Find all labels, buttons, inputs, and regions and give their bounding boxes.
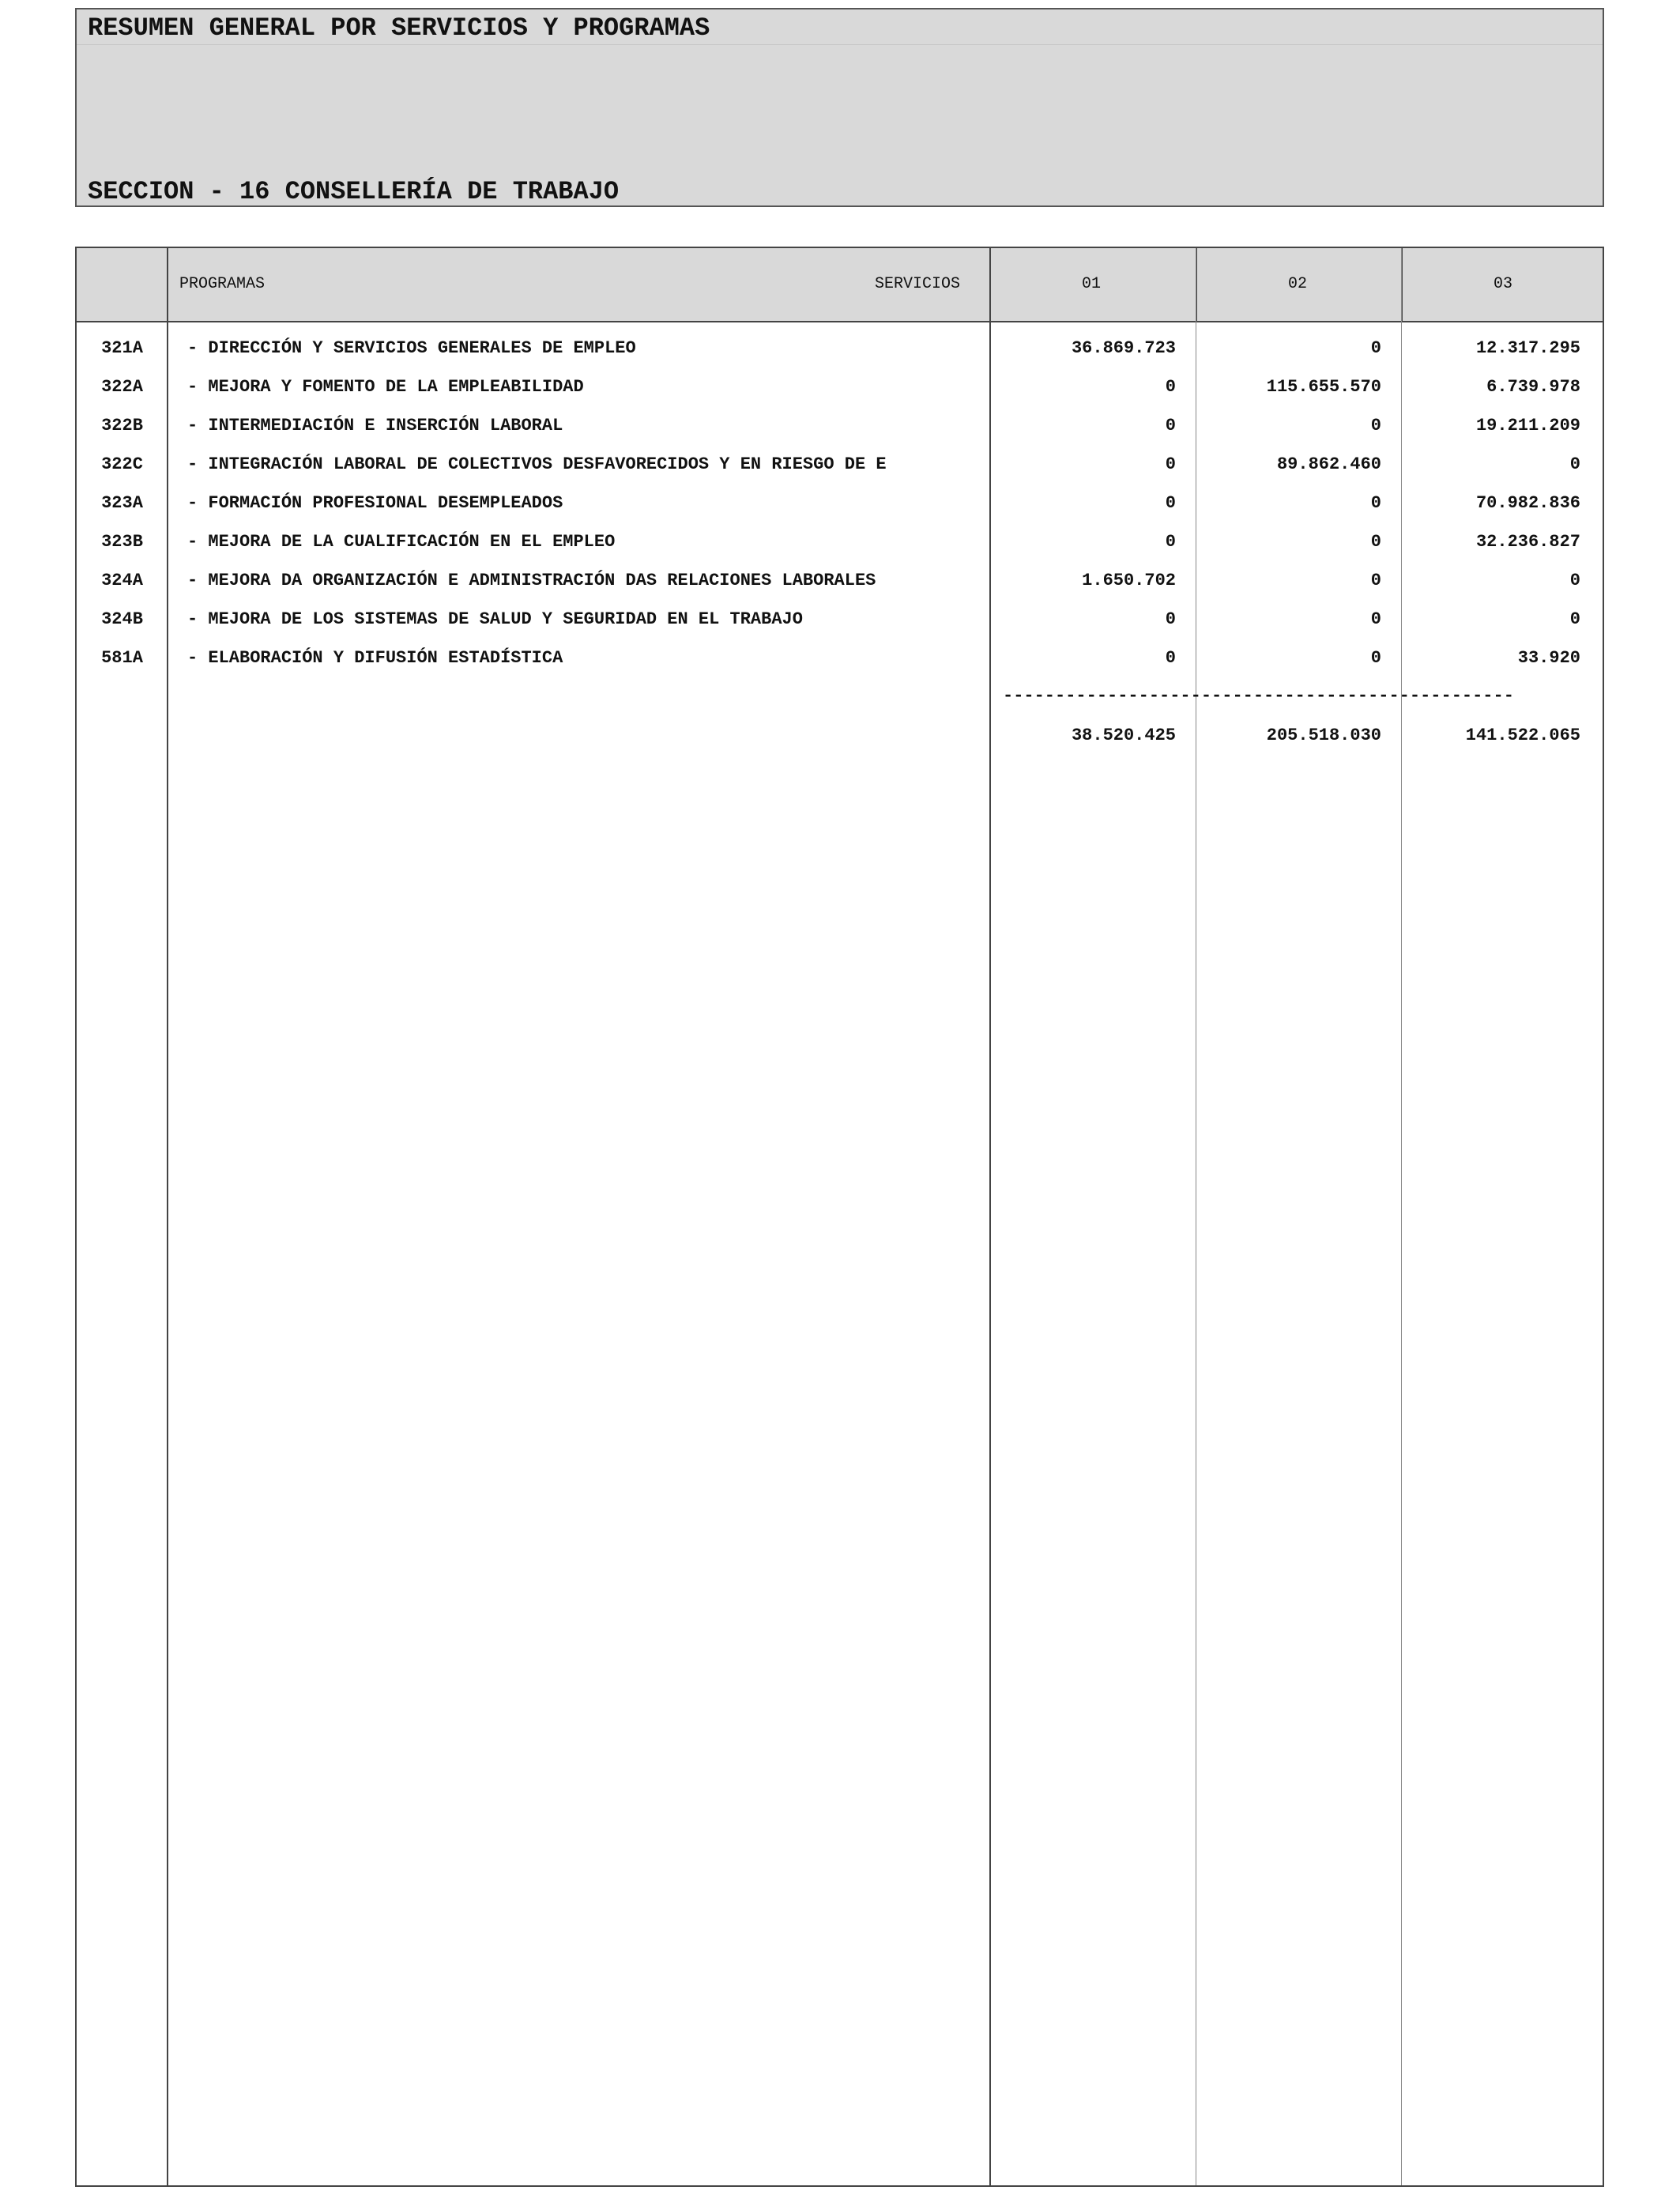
totals-separator: ------------------------------------------------- [1003, 686, 1514, 706]
program-code: 324B [101, 609, 143, 629]
value-02: 0 [1370, 609, 1381, 629]
value-01: 0 [1165, 377, 1176, 397]
value-02: 0 [1370, 648, 1381, 668]
value-01: 0 [1165, 609, 1176, 629]
program-code: 322B [101, 416, 143, 435]
program-code: 322C [101, 454, 143, 474]
header-service-01: 01 [1082, 275, 1102, 293]
value-01: 0 [1165, 532, 1176, 552]
header-service-02: 02 [1288, 275, 1308, 293]
value-01: 0 [1165, 416, 1176, 435]
value-03: 0 [1569, 571, 1580, 590]
total-01: 38.520.425 [1071, 726, 1176, 745]
program-name: - MEJORA DE LOS SISTEMAS DE SALUD Y SEGURIDAD EN EL TRABAJO [187, 609, 803, 629]
program-name: - ELABORACIÓN Y DIFUSIÓN ESTADÍSTICA [187, 648, 563, 668]
program-name: - MEJORA Y FOMENTO DE LA EMPLEABILIDAD [187, 377, 584, 397]
program-code: 581A [101, 648, 143, 668]
table-row [77, 454, 1603, 493]
table-row [77, 493, 1603, 532]
program-code: 323A [101, 493, 143, 513]
total-03: 141.522.065 [1465, 726, 1580, 745]
value-03: 70.982.836 [1475, 493, 1580, 513]
header-programas: PROGRAMAS [179, 275, 266, 293]
value-01: 36.869.723 [1071, 338, 1176, 358]
table-row [77, 338, 1603, 377]
program-code: 324A [101, 571, 143, 590]
report-section: SECCION - 16 CONSELLERÍA DE TRABAJO [88, 177, 620, 206]
table-row [77, 648, 1603, 687]
report-title: RESUMEN GENERAL POR SERVICIOS Y PROGRAMAS [88, 13, 710, 43]
value-01: 0 [1165, 454, 1176, 474]
value-03: 32.236.827 [1475, 532, 1580, 552]
value-03: 0 [1569, 454, 1580, 474]
value-03: 12.317.295 [1475, 338, 1580, 358]
program-name: - MEJORA DE LA CUALIFICACIÓN EN EL EMPLEO [187, 532, 616, 552]
value-02: 0 [1370, 532, 1381, 552]
header-service-03: 03 [1494, 275, 1513, 293]
value-01: 1.650.702 [1082, 571, 1176, 590]
program-name: - INTERMEDIACIÓN E INSERCIÓN LABORAL [187, 416, 563, 435]
value-03: 19.211.209 [1475, 416, 1580, 435]
value-03: 33.920 [1517, 648, 1580, 668]
table-row [77, 377, 1603, 416]
header-servicios: SERVICIOS [875, 275, 961, 293]
table-row [77, 571, 1603, 609]
value-02: 0 [1370, 416, 1381, 435]
program-code: 322A [101, 377, 143, 397]
value-02: 0 [1370, 338, 1381, 358]
value-01: 0 [1165, 648, 1176, 668]
table-row [77, 416, 1603, 454]
value-02: 115.655.570 [1266, 377, 1381, 397]
value-02: 0 [1370, 493, 1381, 513]
value-02: 0 [1370, 571, 1381, 590]
totals-row [77, 726, 1603, 764]
program-code: 323B [101, 532, 143, 552]
report-header [75, 8, 1604, 207]
total-02: 205.518.030 [1266, 726, 1381, 745]
value-03: 6.739.978 [1486, 377, 1580, 397]
program-name: - INTEGRACIÓN LABORAL DE COLECTIVOS DESFAVORECIDOS Y EN RIESGO DE E [187, 454, 887, 474]
budget-table [75, 247, 1604, 2187]
table-row [77, 532, 1603, 571]
program-name: - MEJORA DA ORGANIZACIÓN E ADMINISTRACIÓN DAS RELACIONES LABORALES [187, 571, 876, 590]
value-01: 0 [1165, 493, 1176, 513]
header-divider [77, 44, 1603, 45]
table-header [77, 248, 1603, 322]
program-name: - FORMACIÓN PROFESIONAL DESEMPLEADOS [187, 493, 563, 513]
value-02: 89.862.460 [1276, 454, 1381, 474]
value-03: 0 [1569, 609, 1580, 629]
program-name: - DIRECCIÓN Y SERVICIOS GENERALES DE EMPLEO [187, 338, 636, 358]
table-row [77, 609, 1603, 648]
program-code: 321A [101, 338, 143, 358]
